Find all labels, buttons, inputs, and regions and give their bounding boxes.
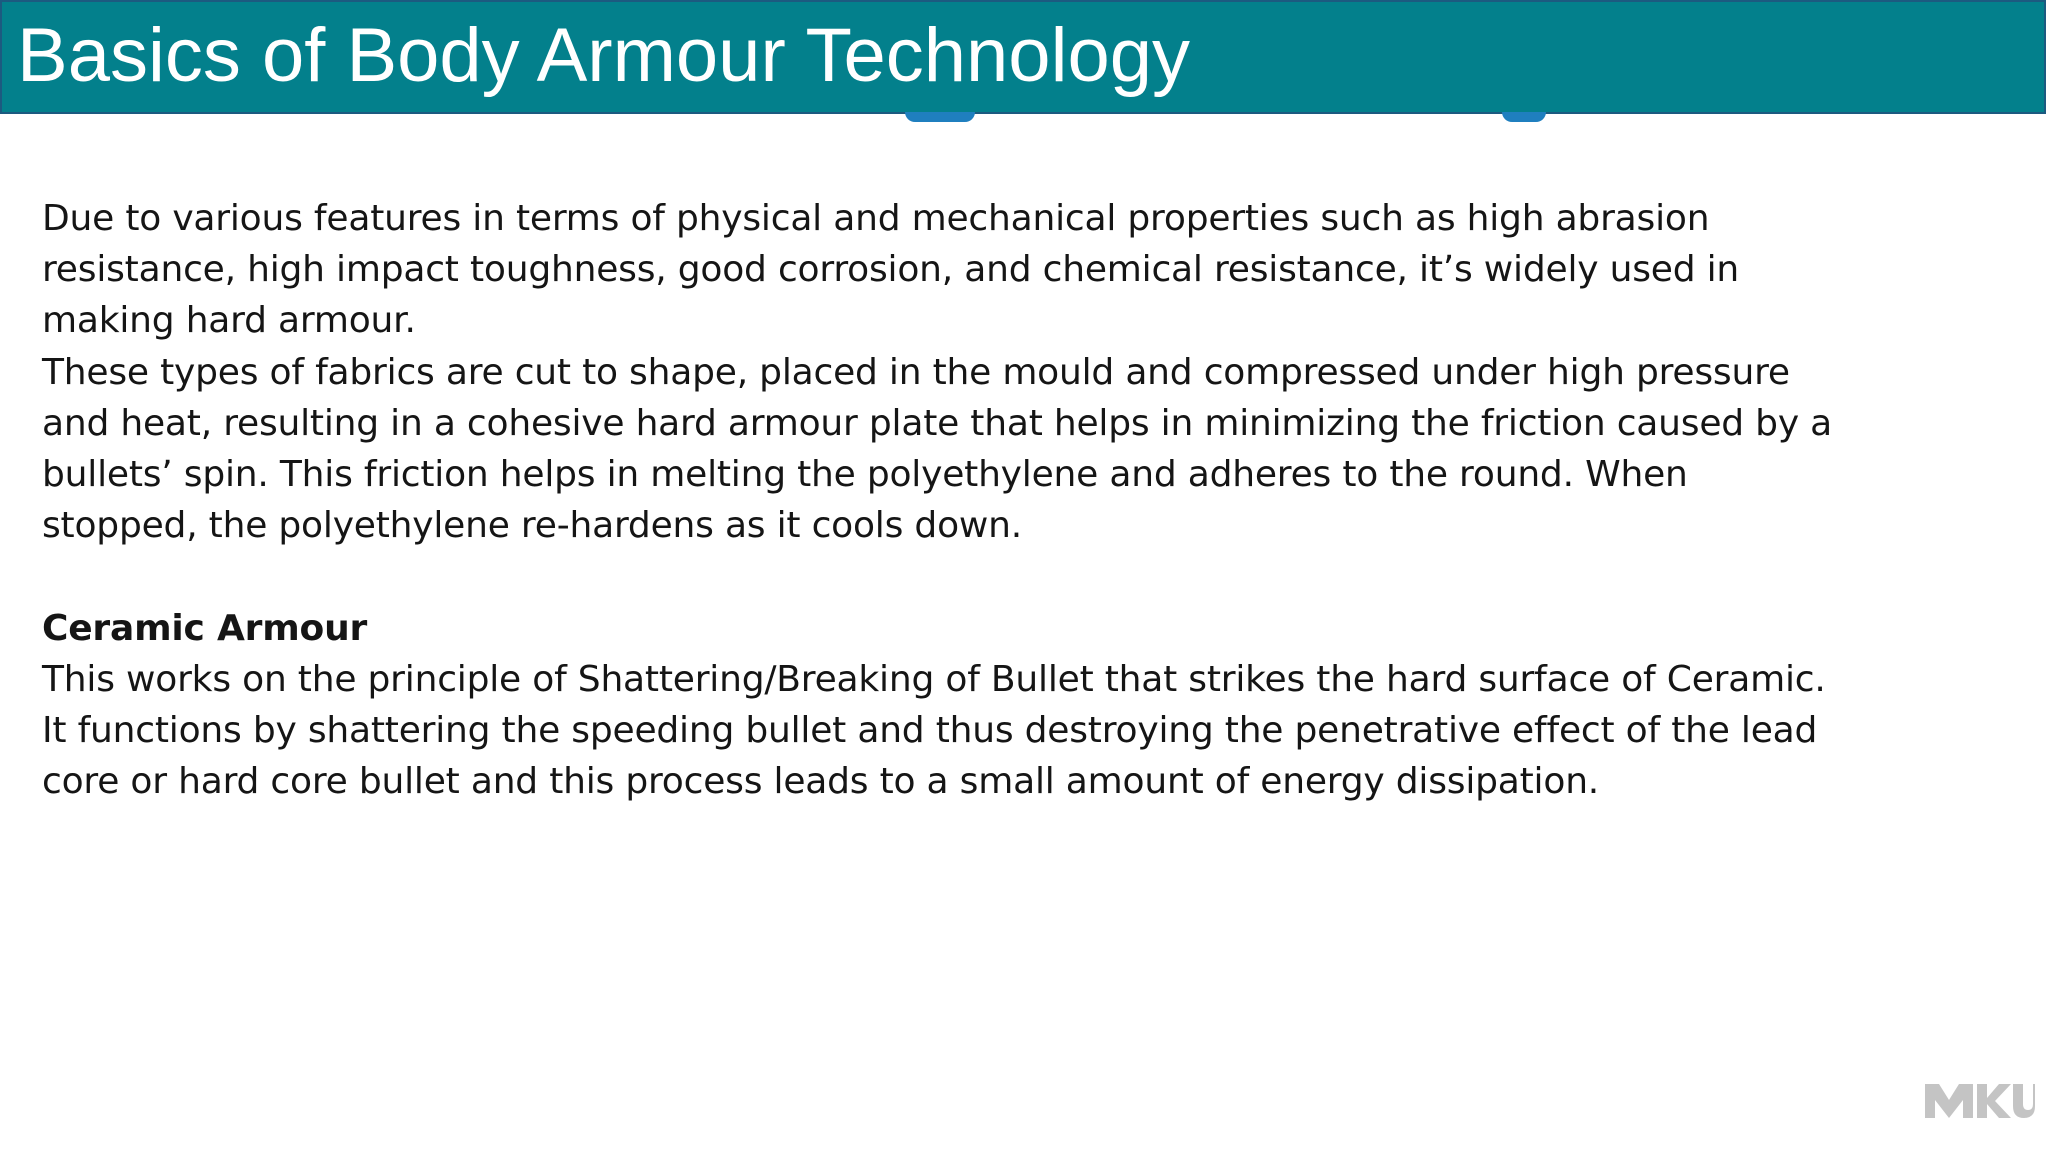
body-paragraph: These types of fabrics are cut to shape, placed in the mould and compressed under high pressure and heat, resulting in a cohesive hard armour plate that helps in minimizing the friction caused by a bullets’ spin. This friction helps in melting the polyethylene and adheres to the round. When stopped, the polyethylene re-hardens as it cools down.: [42, 351, 1833, 547]
body-paragraph: Due to various features in terms of physical and mechanical properties such as high abrasion resistance, high impact toughness, good corrosion, and chemical resistance, it’s widely used in making hard armour.: [42, 198, 1740, 342]
body-paragraph: This works on the principle of Shattering/Breaking of Bullet that strikes the hard surface of Ceramic. It functions by shattering the speeding bullet and thus destroying the penetrative effect of the lead core or hard core bullet and this process leads to a small amount of energy dissipation.: [42, 658, 1826, 803]
title-overflow-glyph: [905, 112, 975, 122]
title-overflow-glyph: [1502, 112, 1546, 122]
title-bar: [0, 0, 2046, 114]
section-heading: Ceramic Armour: [42, 607, 368, 649]
paragraph-spacer: [42, 551, 1842, 602]
slide-body: [42, 193, 1842, 807]
mku-logo-icon: [1925, 1080, 2035, 1120]
slide-title: Basics of Body Armour Technology: [17, 13, 1190, 98]
